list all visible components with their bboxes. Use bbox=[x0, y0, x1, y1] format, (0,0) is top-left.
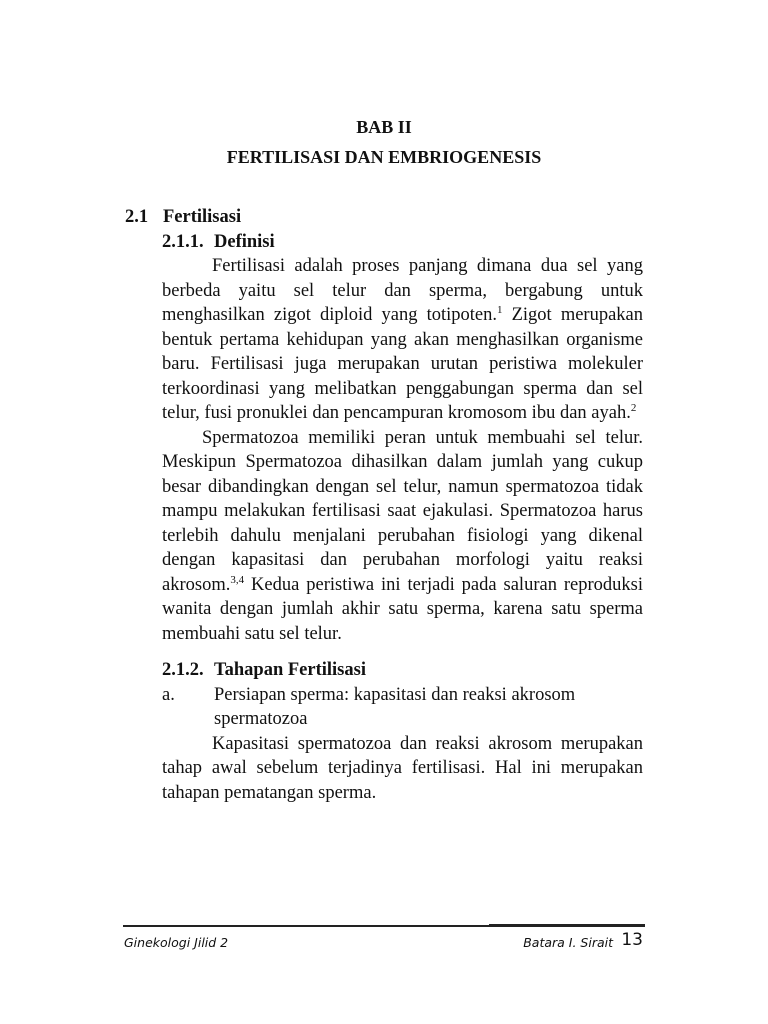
subsection-title: Tahapan Fertilisasi bbox=[214, 660, 366, 680]
list-marker: a. bbox=[162, 684, 175, 705]
paragraph-spermatozoa bbox=[162, 426, 643, 647]
paragraph-text: Zigot merupakan bentuk pertama kehidupan yang akan menghasilkan organisme baru. Fertilisasi juga merupakan urutan peristiwa molekuler terkoordinasi yang melibatkan penggabungan sperma dan sel telur, fusi pronuklei dan pencampuran kromosom ibu dan ayah. bbox=[162, 305, 643, 423]
paragraph-text: Fertilisasi adalah proses panjang dimana dua sel yang berbeda yaitu sel telur dan sperma, bergabung untuk menghasilkan zigot diploid yang totipoten. bbox=[162, 256, 643, 325]
section-number: 2.1 bbox=[125, 207, 149, 227]
subsection-heading-tahapan bbox=[162, 658, 643, 683]
footer-rule-accent bbox=[489, 924, 645, 927]
subsection-number: 2.1.1. bbox=[162, 231, 204, 252]
subsection-definisi bbox=[162, 230, 643, 806]
subsection-heading-definisi bbox=[162, 230, 643, 255]
footer-author: Batara I. Sirait bbox=[523, 935, 613, 950]
page-footer bbox=[123, 928, 645, 952]
subsection-number: 2.1.2. bbox=[162, 660, 204, 680]
footnote-ref: 3,4 bbox=[230, 573, 245, 586]
list-item bbox=[162, 683, 643, 732]
paragraph-definition bbox=[162, 254, 643, 426]
chapter-title: FERTILISASI DAN EMBRIOGENESIS bbox=[226, 147, 542, 167]
footnote-ref: 1 bbox=[497, 304, 503, 316]
footer-rule bbox=[123, 925, 489, 927]
chapter-label: BAB II bbox=[356, 117, 412, 137]
page-number: 13 bbox=[621, 930, 643, 950]
paragraph-text: Spermatozoa memiliki peran untuk membuahi sel telur. Meskipun Spermatozoa dihasilkan dalam jumlah yang cukup besar dibandingkan dengan sel telur, namun spermatozoa tidak mampu melakukan fertilisasi saat ejakulasi. Spermatozoa harus terlebih dahulu menjalani perubahan fisiologi yang dikenal dengan kapasitasi dan perubahan morfologi yaitu reaksi akrosom. bbox=[162, 427, 643, 595]
paragraph-text: Kedua peristiwa ini terjadi pada saluran reproduksi wanita dengan jumlah akhir satu sperma, karena satu sperma membuahi satu sel telur. bbox=[162, 574, 643, 644]
footnote-ref: 2 bbox=[630, 402, 637, 414]
subsection-title: Definisi bbox=[214, 231, 275, 252]
chapter-header bbox=[0, 112, 768, 172]
footer-book-title: Ginekologi Jilid 2 bbox=[124, 935, 229, 950]
list-item-text: Persiapan sperma: kapasitasi dan reaksi akrosom spermatozoa bbox=[214, 684, 576, 729]
paragraph-kapasitasi: Kapasitasi spermatozoa dan reaksi akrosom merupakan tahap awal sebelum terjadinya fertilisasi. Hal ini merupakan tahapan pematangan sperma. bbox=[162, 733, 643, 803]
body-content bbox=[125, 205, 643, 805]
section-title: Fertilisasi bbox=[163, 207, 242, 227]
section-heading bbox=[125, 205, 643, 230]
